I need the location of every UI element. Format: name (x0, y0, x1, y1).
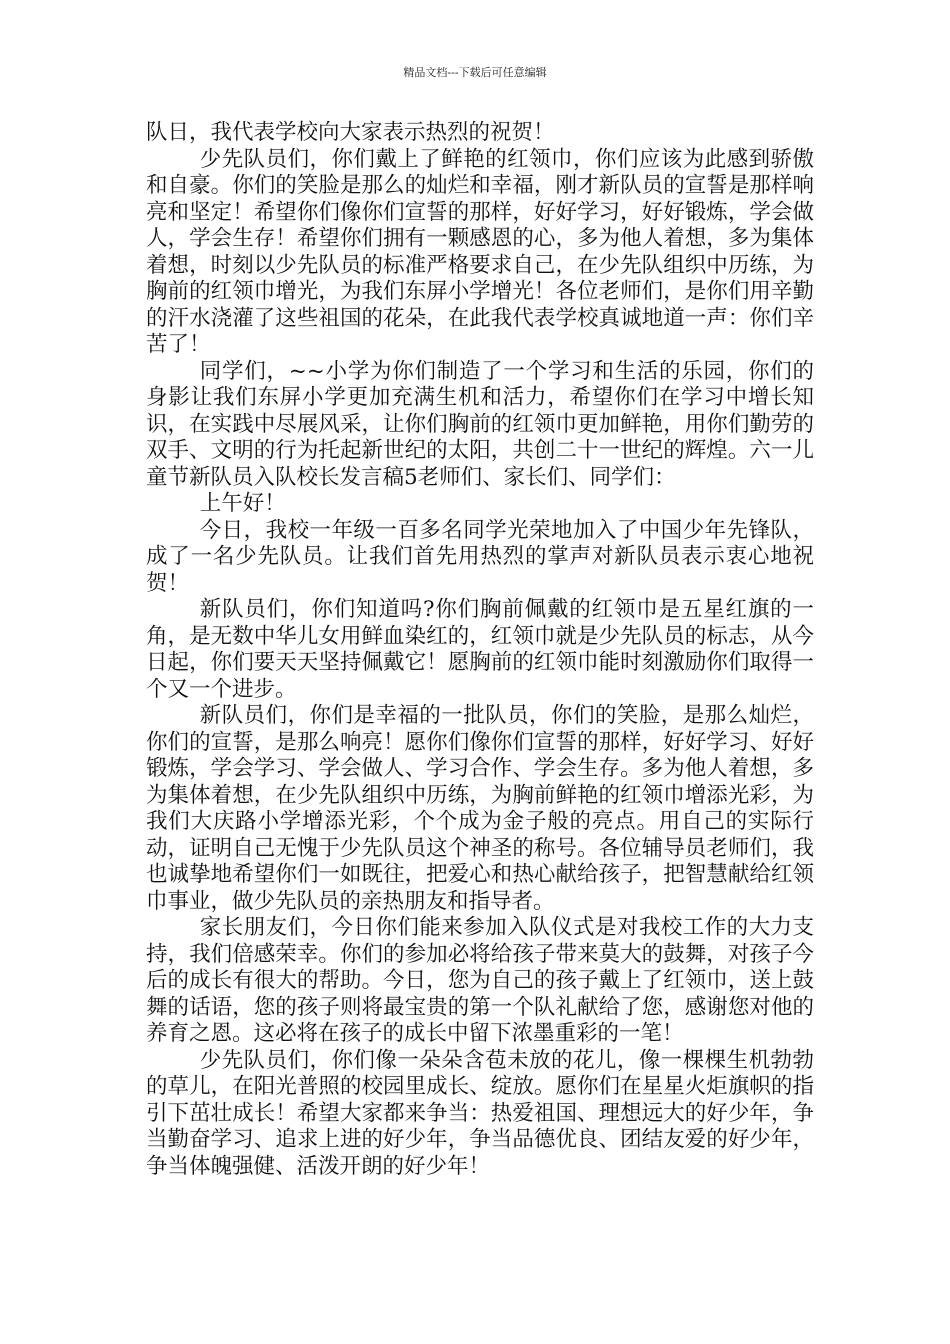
document-body (146, 120, 814, 1180)
paragraph-young-pioneers: 少先队员们，你们戴上了鲜艳的红领巾，你们应该为此感到骄傲和自豪。你们的笑脸是那么的灿烂和幸福，刚才新队员的宣誓是那样响亮和坚定！希望你们像你们宣誓的那样，好好学习，好好锻炼，学会做人，学会生存！希望你们拥有一颗感恩的心，多为他人着想，多为集体着想，时刻以少先队员的标准严格要求自己，在少先队组织中历练，为胸前的红领巾增光，为我们东屏小学增光！各位老师们，是你们用辛勤的汗水浇灌了这些祖国的花朵，在此我代表学校真诚地道一声：你们辛苦了！ (146, 146, 814, 357)
paragraph-new-members: 新队员们，你们是幸福的一批队员，你们的笑脸，是那么灿烂，你们的宣誓，是那么响亮！愿你们像你们宣誓的那样，好好学习、好好锻炼，学会学习、学会做人、学习合作、学会生存。多为他人着想，多为集体着想，在少先队组织中历练，为胸前鲜艳的红领巾增添光彩，为我们大庆路小学增添光彩，个个成为金子般的亮点。用自己的实际行动，证明自己无愧于少先队员这个神圣的称号。各位辅导员老师们，我也诚挚地希望你们一如既往，把爱心和热心献给孩子，把智慧献给红领巾事业，做少先队员的亲热朋友和指导者。 (146, 703, 814, 914)
paragraph-greeting: 上午好！ (199, 491, 286, 516)
paragraph-closing: 少先队员们，你们像一朵朵含苞未放的花儿，像一棵棵生机勃勃的草儿，在阳光普照的校园里成长、绽放。愿你们在星星火炬旗帜的指引下茁壮成长！希望大家都来争当：热爱祖国、理想远大的好少年，争当勤奋学习、追求上进的好少年，争当品德优良、团结友爱的好少年，争当体魄强健、活泼开朗的好少年！ (146, 1047, 814, 1179)
paragraph-today: 今日，我校一年级一百多名同学光荣地加入了中国少年先锋队，成了一名少先队员。让我们首先用热烈的掌声对新队员表示衷心地祝贺！ (146, 517, 814, 596)
paragraph-red-scarf: 新队员们，你们知道吗?你们胸前佩戴的红领巾是五星红旗的一角，是无数中华儿女用鲜血染红的，红领巾就是少先队员的标志，从今日起，你们要天天坚持佩戴它！愿胸前的红领巾能时刻激励你们取得一个又一个进步。 (146, 597, 814, 702)
page-header: 精品文档---下载后可任意编辑 (403, 66, 547, 79)
paragraph-parents: 家长朋友们，今日你们能来参加入队仪式是对我校工作的大力支持，我们倍感荣幸。你们的参加必将给孩子带来莫大的鼓舞，对孩子今后的成长有很大的帮助。今日，您为自己的孩子戴上了红领巾，送上鼓舞的话语，您的孩子则将最宝贵的第一个队礼献给了您，感谢您对他的养育之恩。这必将在孩子的成长中留下浓墨重彩的一笔！ (146, 915, 814, 1046)
paragraph-continuation: 队日，我代表学校向大家表示热烈的祝贺！ (146, 120, 555, 145)
paragraph-students: 同学们，~~小学为你们制造了一个学习和生活的乐园，你们的身影让我们东屏小学更加充满生机和活力，希望你们在学习中增长知识，在实践中尽展风采，让你们胸前的红领巾更加鲜艳，用你们勤劳的双手、文明的行为托起新世纪的太阳，共创二十一世纪的辉煌。六一儿童节新队员入队校长发言稿5老师们、家长们、同学们： (146, 358, 814, 490)
